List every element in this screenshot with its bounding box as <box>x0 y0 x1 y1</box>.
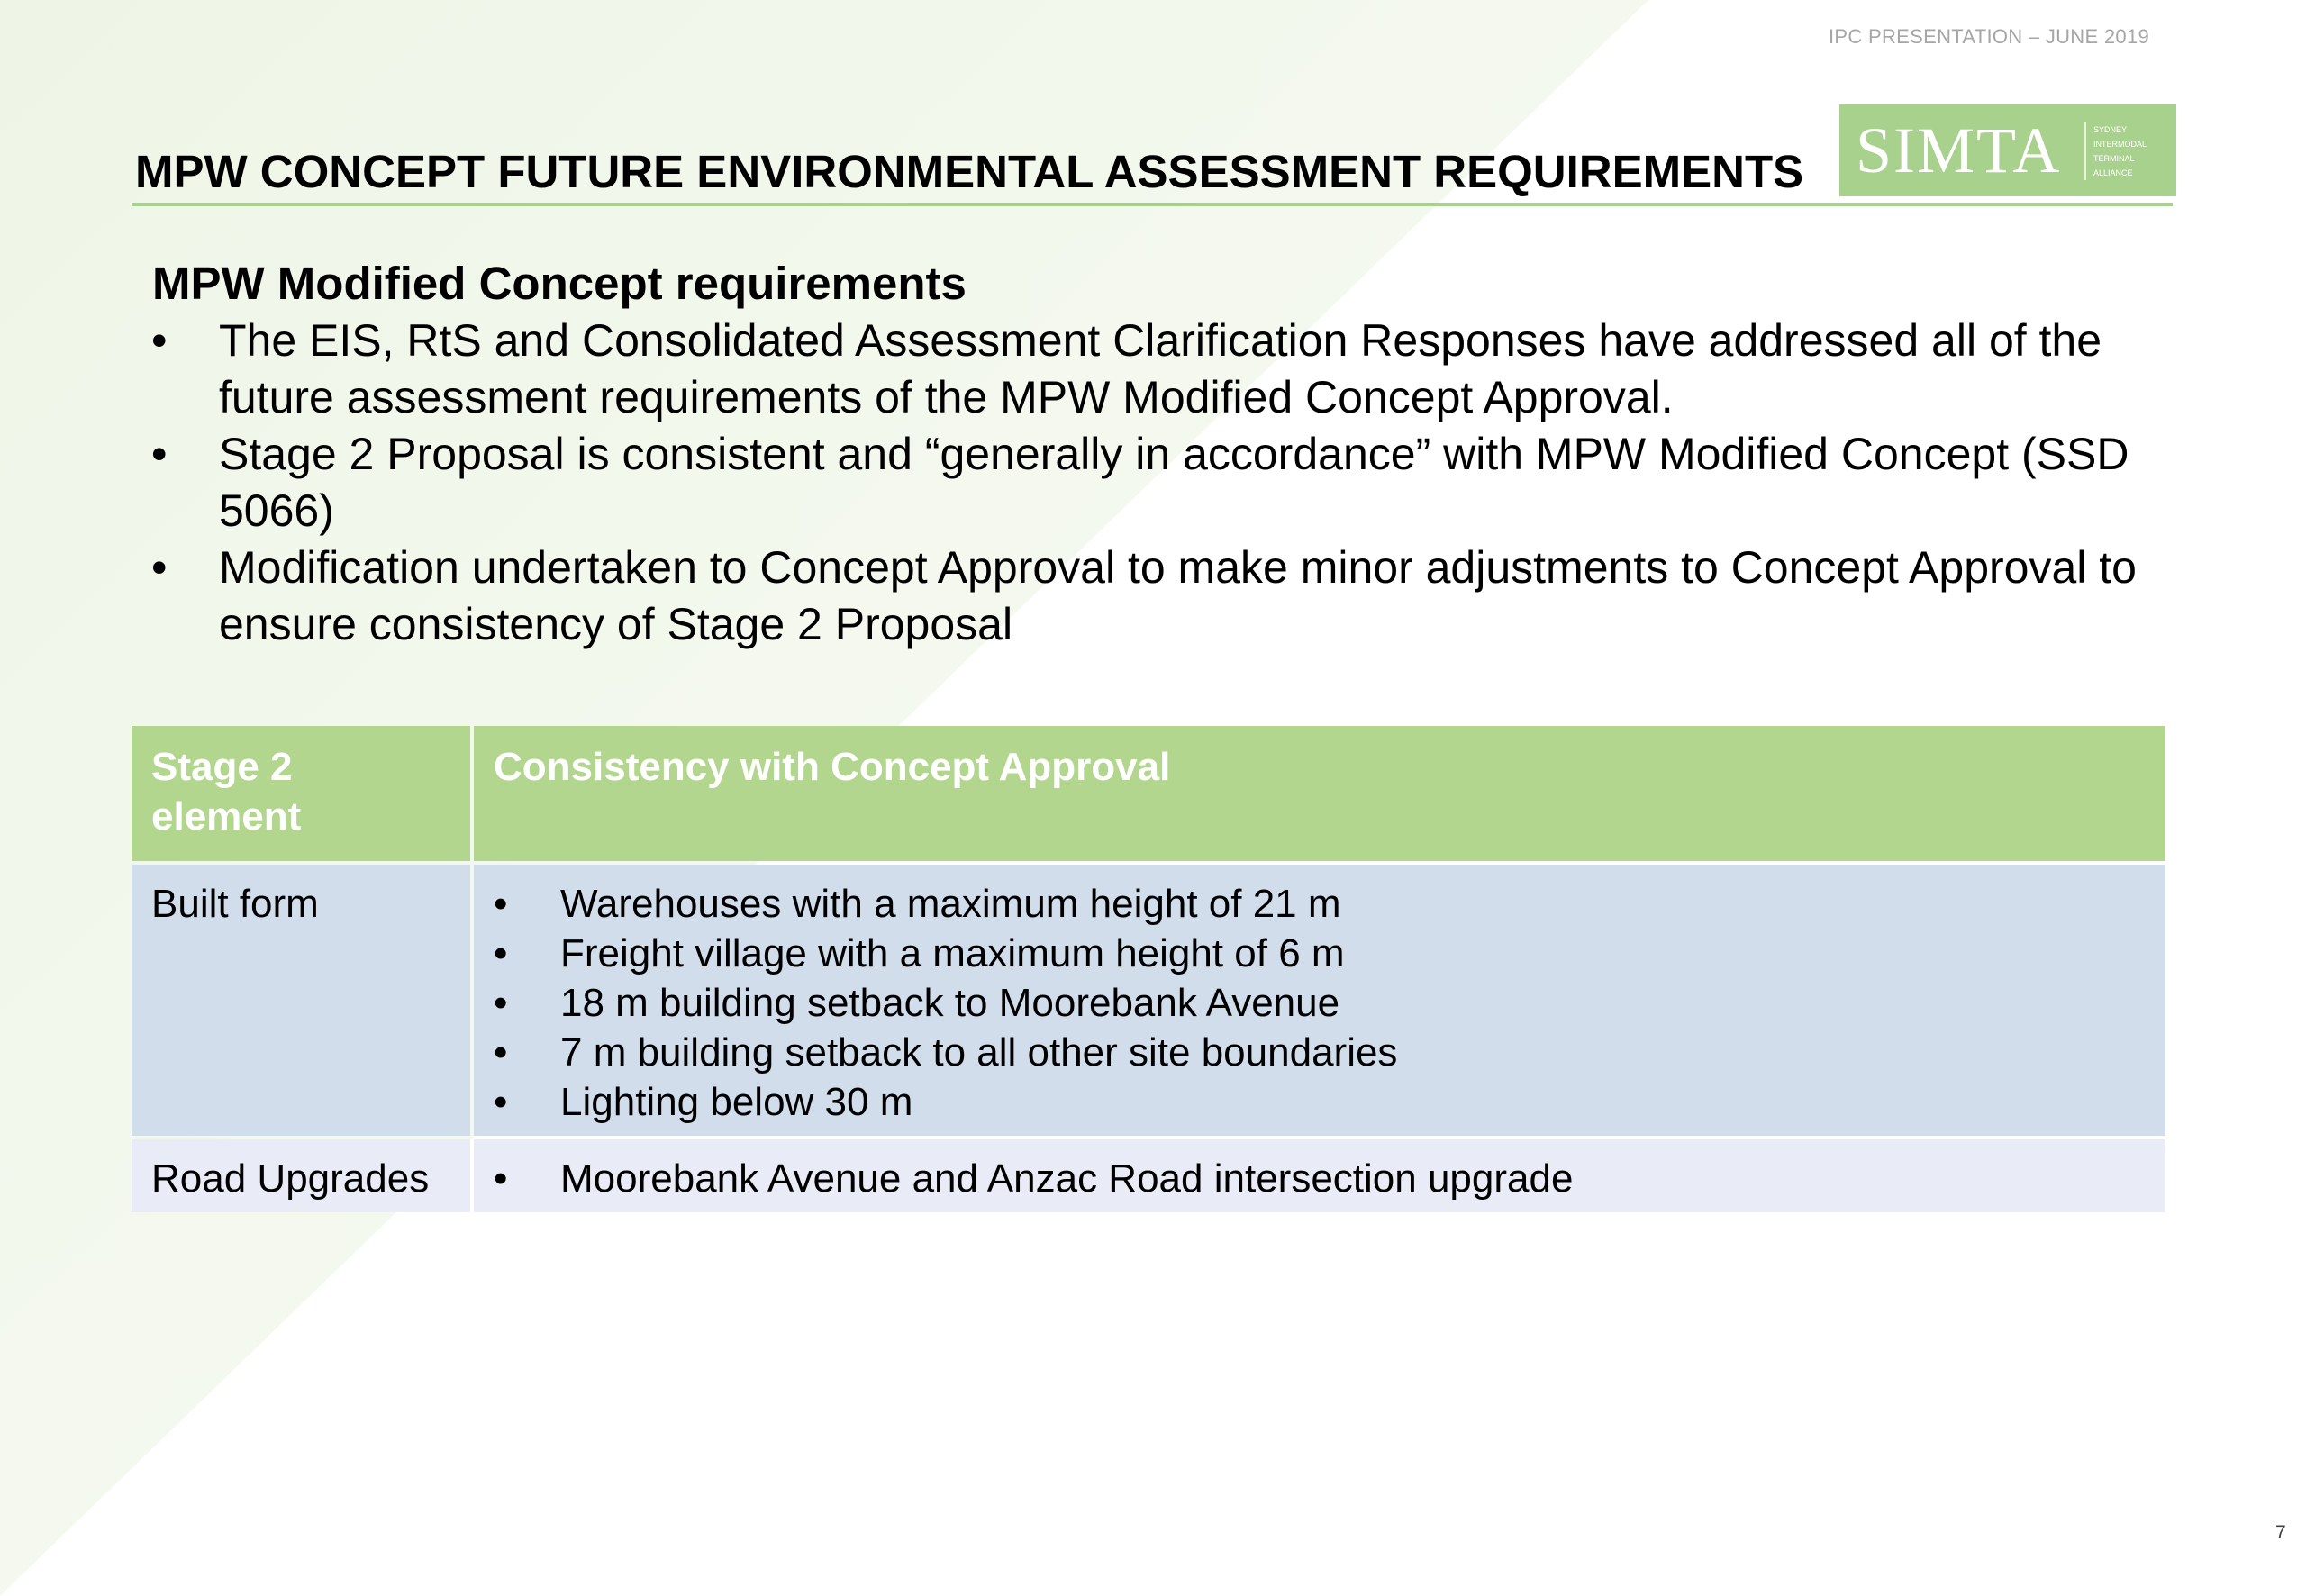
intro-bullet-list <box>151 313 2178 653</box>
slide-title: MPW CONCEPT FUTURE ENVIRONMENTAL ASSESSMENT REQUIREMENTS <box>135 146 1804 197</box>
row-bullet-text: 7 m building setback to all other site boundaries <box>560 1030 1398 1075</box>
intro-bullet-text: The EIS, RtS and Consolidated Assessment Clarification Responses have addressed all of the future assessment requirements of the MPW Modified Concept Approval. <box>219 315 2102 422</box>
row-bullet-item <box>494 929 2146 978</box>
logo-tagline-line: SYDNEY <box>2093 125 2128 134</box>
row-bullet-item <box>494 1154 2146 1203</box>
row-bullet-text: Moorebank Avenue and Anzac Road intersection upgrade <box>560 1156 1574 1201</box>
intro-bullet-item <box>151 540 2178 653</box>
bullet-glyph: • <box>494 1080 508 1124</box>
logo-divider <box>2084 122 2086 180</box>
row-bullet-text: Lighting below 30 m <box>560 1080 913 1124</box>
bullet-glyph: • <box>494 1156 508 1201</box>
row-bullet-list <box>494 879 2146 1127</box>
logo-tagline-line: INTERMODAL <box>2093 140 2147 149</box>
intro-heading: MPW Modified Concept requirements <box>152 258 967 309</box>
row-bullet-list <box>494 1154 2146 1203</box>
row-element-cell: Road Upgrades <box>132 1139 470 1212</box>
title-underline <box>132 203 2173 206</box>
table-row <box>132 865 2165 1136</box>
simta-logo <box>1839 104 2176 196</box>
bullet-glyph: • <box>494 1030 508 1075</box>
row-bullet-item <box>494 1028 2146 1077</box>
bullet-glyph: • <box>151 315 168 366</box>
row-bullet-text: 18 m building setback to Moorebank Avenue <box>560 981 1340 1025</box>
logo-tagline <box>2093 122 2171 180</box>
bullet-glyph: • <box>494 981 508 1025</box>
row-bullet-text: Freight village with a maximum height of 6 m <box>560 931 1345 975</box>
bullet-glyph: • <box>151 542 168 593</box>
header-stage-element: Stage 2 element <box>132 726 470 861</box>
logo-tagline-line: TERMINAL <box>2093 154 2135 163</box>
intro-bullet-item <box>151 426 2178 540</box>
intro-bullet-item <box>151 313 2178 426</box>
presentation-header-label: IPC PRESENTATION – JUNE 2019 <box>1829 25 2150 48</box>
row-items-cell <box>474 1139 2165 1212</box>
row-bullet-item <box>494 1077 2146 1127</box>
consistency-table <box>128 722 2169 1216</box>
row-bullet-text: Warehouses with a maximum height of 21 m <box>560 882 1341 926</box>
header-consistency: Consistency with Concept Approval <box>474 726 2165 861</box>
intro-section <box>151 255 2178 653</box>
intro-bullet-text: Stage 2 Proposal is consistent and “generally in accordance” with MPW Modified Concept (SSD 5066) <box>219 429 2129 536</box>
row-bullet-item <box>494 879 2146 929</box>
logo-tagline-line: ALLIANCE <box>2093 168 2133 177</box>
bullet-glyph: • <box>151 429 168 479</box>
row-bullet-item <box>494 978 2146 1028</box>
table-row <box>132 1139 2165 1212</box>
logo-wordmark: SIMTA <box>1856 114 2062 186</box>
intro-bullet-text: Modification undertaken to Concept Approval to make minor adjustments to Concept Approval to ensure consistency of Stage 2 Proposal <box>219 542 2137 649</box>
page-number: 7 <box>2275 1522 2286 1543</box>
bullet-glyph: • <box>494 882 508 926</box>
bullet-glyph: • <box>494 931 508 975</box>
row-items-cell <box>474 865 2165 1136</box>
table-header-row <box>132 726 2165 861</box>
row-element-cell: Built form <box>132 865 470 1136</box>
